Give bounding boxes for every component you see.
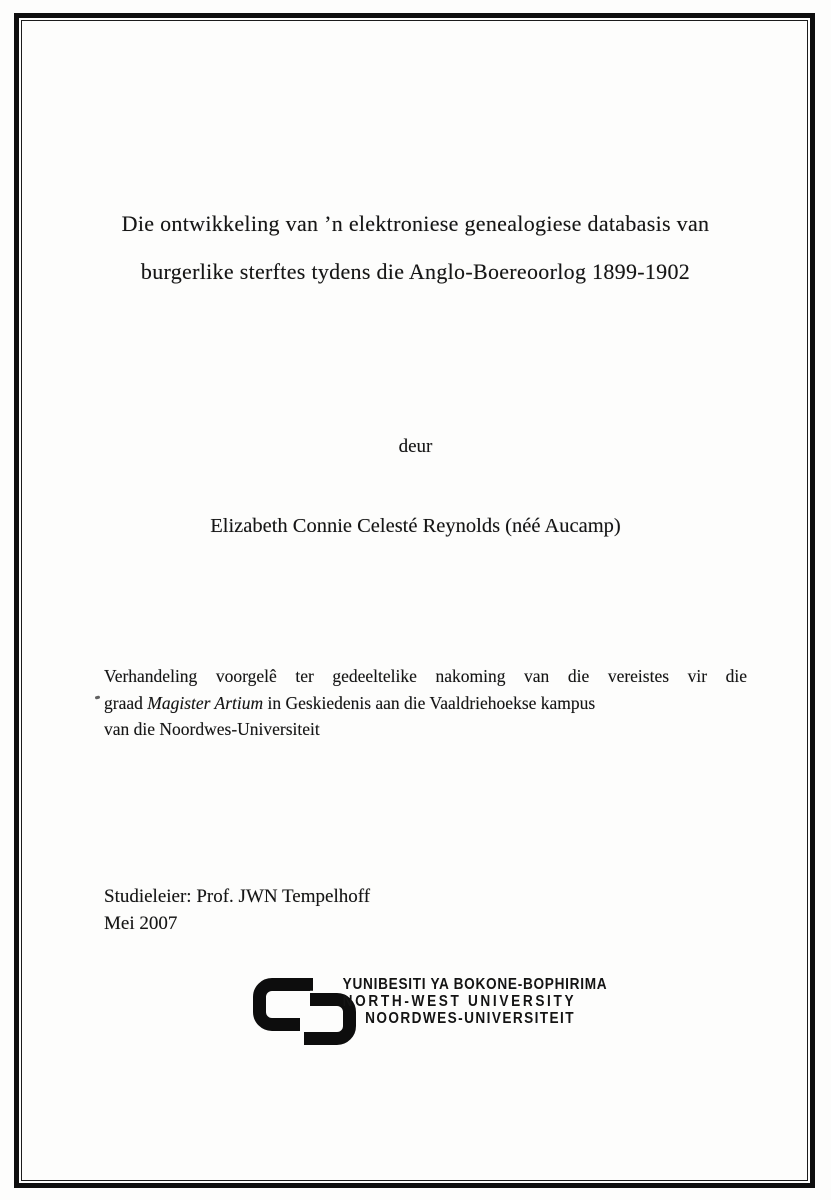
logo-text-afrikaans: NOORDWES-UNIVERSITEIT xyxy=(365,1010,575,1027)
declaration-line3: van die Noordwes-Universiteit xyxy=(104,719,320,739)
declaration-line2-suffix: in Geskiedenis aan die Vaaldriehoekse kampus xyxy=(263,692,596,713)
university-logo xyxy=(253,972,608,1058)
byline-deur: deur xyxy=(398,436,433,457)
university-logo-text xyxy=(342,976,608,1027)
logo-text-setswana: YUNIBESITI YA BOKONE-BOPHIRIMA xyxy=(342,976,608,993)
nwu-interlocked-links-icon xyxy=(253,974,356,1048)
supervisor-line: Studieleier: Prof. JWN Tempelhoff xyxy=(104,886,371,907)
thesis-title-line2: burgerlike sterftes tydens die Anglo-Boereoorlog 1899-1902 xyxy=(140,259,691,284)
logo-text-english: NORTH-WEST UNIVERSITY xyxy=(342,993,577,1010)
declaration-line2 xyxy=(104,690,747,717)
declaration-line2-prefix: graad xyxy=(104,692,148,713)
declaration-degree-name: Magister Artium xyxy=(147,692,264,713)
thesis-title-line1: Die ontwikkeling van ’n elektroniese genealogiese databasis van xyxy=(121,211,710,236)
declaration-line1: Verhandeling voorgelê ter gedeeltelike nakoming van die vereistes vir die xyxy=(104,666,747,686)
degree-declaration xyxy=(104,663,747,743)
date-line: Mei 2007 xyxy=(104,913,178,934)
author-name: Elizabeth Connie Celesté Reynolds (néé Aucamp) xyxy=(210,515,621,537)
